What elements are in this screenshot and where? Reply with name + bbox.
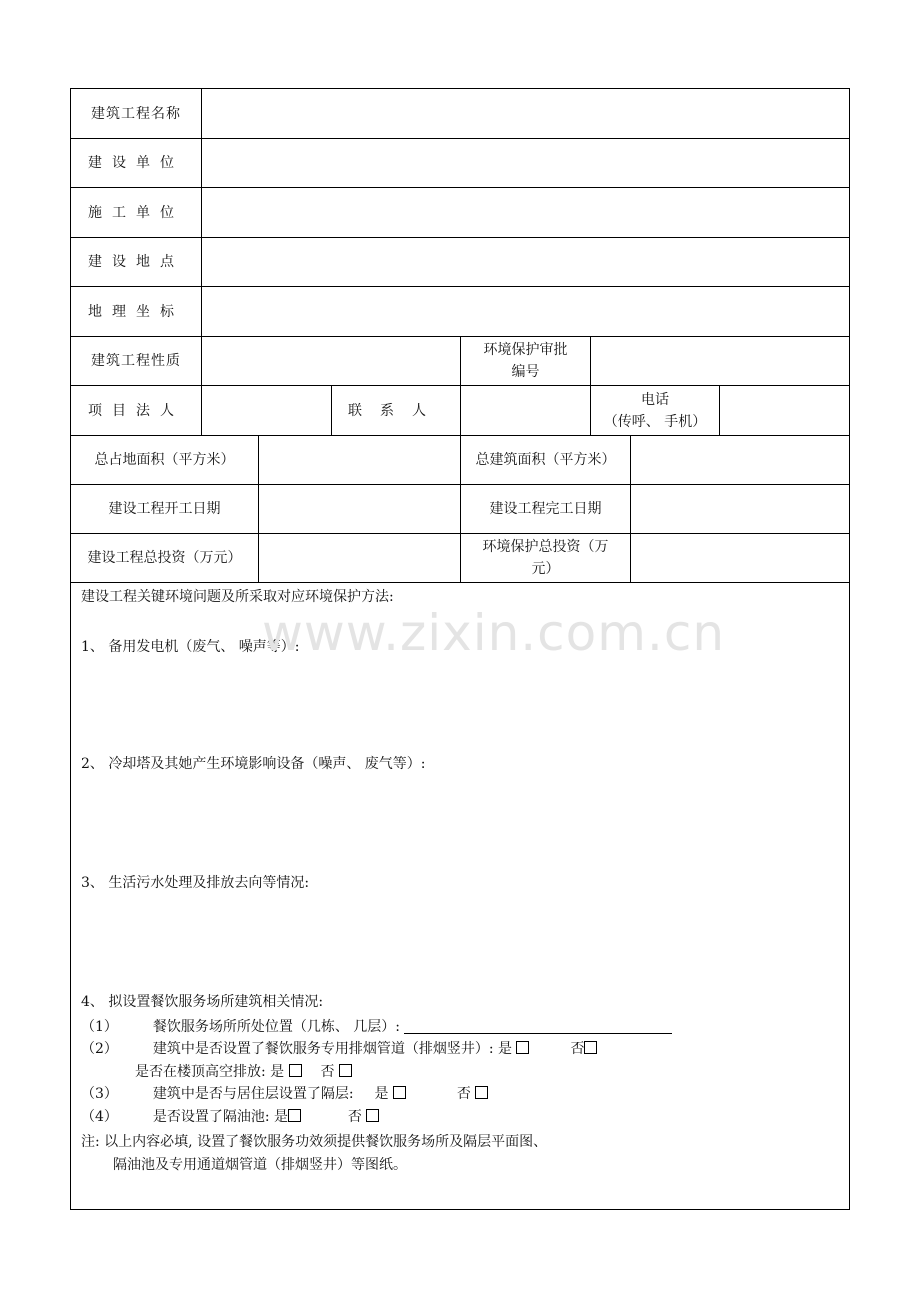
phone-field[interactable] <box>720 386 849 436</box>
coordinates-field[interactable] <box>202 287 849 337</box>
q3-text: 建筑中是否与居住层设置了隔层: <box>152 1086 354 1102</box>
project-name-field[interactable] <box>202 89 849 139</box>
start-date-field[interactable] <box>259 485 461 534</box>
q4-yes-checkbox[interactable] <box>288 1109 301 1122</box>
env-investment-label-line1: 环境保护总投资（万 <box>482 539 609 555</box>
q2-no-checkbox[interactable] <box>584 1041 597 1054</box>
start-date-label: 建设工程开工日期 <box>71 485 259 534</box>
building-area-field[interactable] <box>631 436 849 485</box>
item-generator: 1、 备用发电机（废气、 噪声等）: <box>81 639 300 655</box>
legal-person-label: 项目法人 <box>71 386 202 436</box>
land-area-field[interactable] <box>259 436 461 485</box>
q2b-no-label: 否 <box>320 1064 335 1080</box>
location-label: 建设地点 <box>71 238 202 287</box>
location-field[interactable] <box>202 238 849 287</box>
end-date-label: 建设工程完工日期 <box>461 485 631 534</box>
approval-label-line2: 编号 <box>511 364 540 380</box>
application-form <box>70 88 850 1210</box>
total-investment-field[interactable] <box>259 534 461 583</box>
total-investment-label: 建设工程总投资（万元） <box>71 534 259 583</box>
q3-yes-checkbox[interactable] <box>393 1086 406 1099</box>
builder-label: 建设单位 <box>71 139 202 188</box>
item-cooling-tower: 2、 冷却塔及其她产生环境影响设备（噪声、 废气等）: <box>81 756 426 772</box>
land-area-label: 总占地面积（平方米） <box>71 436 259 485</box>
phone-label-line1: 电话 <box>640 391 669 408</box>
q1-text: 餐饮服务场所所处位置（几栋、 几层）: <box>152 1019 400 1035</box>
approval-label-line1: 环境保护审批 <box>483 342 568 358</box>
location-blank-line[interactable] <box>404 1019 672 1034</box>
nature-label: 建筑工程性质 <box>71 337 202 386</box>
nature-field[interactable] <box>202 337 461 386</box>
q4-no-label: 否 <box>347 1109 362 1125</box>
q2-number: （2） <box>81 1041 118 1057</box>
q2b-text: 是否在楼顶高空排放: 是 <box>135 1064 285 1080</box>
q3-no-checkbox[interactable] <box>475 1086 488 1099</box>
q4-no-checkbox[interactable] <box>366 1109 379 1122</box>
question-4 <box>81 1106 379 1126</box>
question-3 <box>81 1083 488 1103</box>
contact-label: 联系人 <box>332 386 461 436</box>
phone-label-line2: （传呼、 手机） <box>603 413 707 430</box>
end-date-field[interactable] <box>631 485 849 534</box>
env-investment-field[interactable] <box>631 534 849 583</box>
coordinates-label: 地理坐标 <box>71 287 202 337</box>
constructor-label: 施工单位 <box>71 188 202 238</box>
q2b-yes-checkbox[interactable] <box>289 1064 302 1077</box>
section-heading: 建设工程关键环境问题及所采取对应环境保护方法: <box>81 589 394 605</box>
q3-yes-label: 是 <box>374 1086 389 1102</box>
item-catering: 4、 拟设置餐饮服务场所建筑相关情况: <box>81 994 324 1010</box>
q3-number: （3） <box>81 1086 118 1102</box>
q3-no-label: 否 <box>456 1086 471 1102</box>
env-investment-label <box>461 534 631 583</box>
approval-number-label <box>461 337 591 386</box>
contact-field[interactable] <box>461 386 591 436</box>
legal-person-field[interactable] <box>202 386 332 436</box>
question-2b <box>135 1061 352 1081</box>
env-investment-label-line2: 元） <box>531 561 560 577</box>
q4-number: （4） <box>81 1109 118 1125</box>
project-name-label: 建筑工程名称 <box>71 89 202 139</box>
q1-number: （1） <box>81 1019 118 1035</box>
builder-field[interactable] <box>202 139 849 188</box>
approval-number-field[interactable] <box>591 337 849 386</box>
note-line-2: 隔油池及专用通道烟管道（排烟竖井）等图纸。 <box>113 1157 407 1173</box>
building-area-label: 总建筑面积（平方米） <box>461 436 631 485</box>
question-1 <box>81 1016 672 1036</box>
item-sewage: 3、 生活污水处理及排放去向等情况: <box>81 875 310 891</box>
phone-label <box>591 386 720 436</box>
q2-text: 建筑中是否设置了餐饮服务专用排烟管道（排烟竖井）: 是 <box>152 1041 512 1057</box>
q2b-no-checkbox[interactable] <box>339 1064 352 1077</box>
question-2 <box>81 1038 597 1058</box>
watermark: www.zixin.com.cn <box>262 604 726 662</box>
q4-text: 是否设置了隔油池: 是 <box>152 1109 288 1125</box>
q2-no-label: 否 <box>570 1041 585 1057</box>
note-line-1: 注: 以上内容必填, 设置了餐饮服务功效须提供餐饮服务场所及隔层平面图、 <box>81 1134 548 1150</box>
q2-yes-checkbox[interactable] <box>516 1041 529 1054</box>
constructor-field[interactable] <box>202 188 849 238</box>
